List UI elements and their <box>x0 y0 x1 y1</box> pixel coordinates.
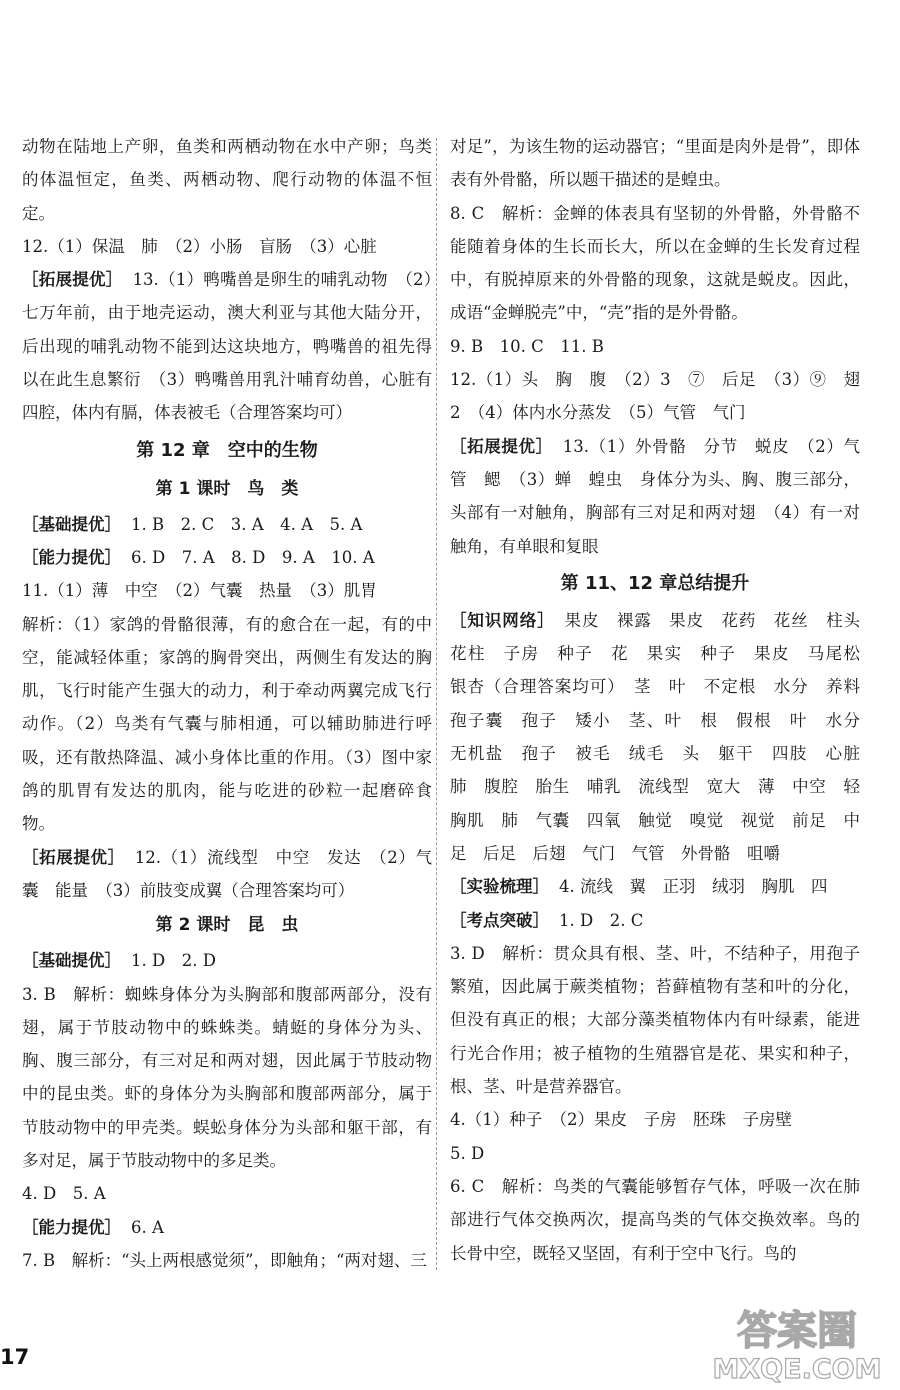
section-tag: ［基础提优］ <box>22 951 121 971</box>
section-tag: ［能力提优］ <box>22 1217 121 1237</box>
answer-para: 12.（1）保温 肺 （2）小肠 盲肠 （3）心脏 <box>22 236 377 256</box>
answer-para: ［知识网络］ 果皮 裸露 果皮 花药 花丝 柱头 花柱 子房 种子 花 果实 种子 果皮 马尾松 银杏（合理答案均可） 茎 叶 不定根 水分 养料 孢子囊 孢子 矮小 茎、叶 根 假根 叶 水分 无机盐 孢子 被毛 绒毛 头 躯干 四肢 心脏 肺 腹腔 胎生 哺乳 流线型 宽大 薄 中空 轻 胸肌 肺 气囊 四氧 触觉 嗅觉 视觉 前足 中足 后足 后翅 气门 气管 外骨骼 咀嚼 <box>450 610 877 863</box>
answer-para: ［拓展提优］ 13.（1）鸭嘴兽是卵生的哺乳动物 （2）七万年前，由于地壳运动，澳大利亚与其他大陆分开，后出现的哺乳动物不能到达这块地方，鸭嘴兽的祖先得以在此生息繁衍 （3）鸭嘴兽用乳汁哺育幼兽，心脏有四腔，体内有膈，体表被毛（合理答案均可） <box>22 270 432 423</box>
analysis-para: 6. C 解析：鸟类的气囊能够暂存气体，呼吸一次在肺部进行气体交换两次，提高鸟类的气体交换效率。鸟的长骨中空，既轻又坚固，有利于空中飞行。鸟的 <box>450 1176 860 1263</box>
lesson-heading: 第 2 课时 昆 虫 <box>155 915 299 936</box>
answer-para: 11.（1）薄 中空 （2）气囊 热量 （3）肌胃 <box>22 581 377 601</box>
answer-para: ［基础提优］ 1. D 2. D <box>22 951 216 971</box>
watermark-line2: MXQE.COM <box>712 1354 882 1385</box>
left-column <box>22 130 432 1277</box>
analysis-para: 对足”，为该生物的运动器官；“里面是肉外是骨”，即体表有外骨骼，所以题干描述的是蝗虫。 <box>450 137 860 190</box>
section-tag: ［拓展提优］ <box>22 847 125 867</box>
section-tag: ［考点突破］ <box>450 910 549 930</box>
answer-para: ［考点突破］ 1. D 2. C <box>450 910 644 930</box>
section-tag: ［知识网络］ <box>450 610 555 630</box>
answer-para: ［拓展提优］ 13.（1）外骨骼 分节 蜕皮 （2）气管 鳃 （3）蝉 蝗虫 身体分为头、胸、腹三部分，头部有一对触角，胸部有三对足和两对翅 （4）有一对触角，有单眼和复眼 <box>450 436 861 556</box>
answer-para: 4. D 5. A <box>22 1184 106 1204</box>
section-tag: ［能力提优］ <box>22 547 121 567</box>
section-tag: ［基础提优］ <box>22 514 121 534</box>
analysis-para: 3. B 解析：蜘蛛身体分为头胸部和腹部两部分，没有翅，属于节肢动物中的蛛蛛类。蜻蜓的身体分为头、胸、腹三部分，有三对足和两对翅，因此属于节肢动物中的昆虫类。虾的身体分为头胸部和腹部两部分，属于节肢动物中的甲壳类。蜈蚣身体分为头部和躯干部，有多对足，属于节肢动物中的多足类。 <box>22 984 432 1171</box>
page-number: 17 <box>0 1345 30 1369</box>
lesson-heading: 第 1 课时 鸟 类 <box>155 478 299 499</box>
analysis-para: 3. D 解析：贯众具有根、茎、叶，不结种子，用孢子繁殖，因此属于蕨类植物；苔藓植物有茎和叶的分化，但没有真正的根；大部分藻类植物体内有叶绿素，能进行光合作用；被子植物的生殖器官是花、果实和种子，根、茎、叶是营养器官。 <box>450 943 860 1097</box>
section-tag: ［拓展提优］ <box>22 270 123 290</box>
analysis-para: 解析：（1）家鸽的骨骼很薄，有的愈合在一起，有的中空，能减轻体重；家鸽的胸骨突出，两侧生有发达的胸肌，飞行时能产生强大的动力，利于牵动两翼完成飞行动作。（2）鸟类有气囊与肺相通，可以辅助肺进行呼吸，还有散热降温、减小身体比重的作用。（3）图中家鸽的肌胃有发达的肌肉，能与吃进的砂粒一起磨碎食物。 <box>22 614 432 834</box>
answer-para: ［拓展提优］ 12.（1）流线型 中空 发达 （2）气囊 能量 （3）前肢变成翼（合理答案均可） <box>22 847 433 900</box>
answer-para: 4.（1）种子 （2）果皮 子房 胚珠 子房壁 <box>450 1110 792 1130</box>
watermark-logo <box>705 1300 890 1385</box>
answer-para: ［能力提优］ 6. A <box>22 1217 164 1237</box>
analysis-para: 7. B 解析：“头上两根感觉须”，即触角；“两对翅、三 <box>22 1250 427 1270</box>
chapter-heading: 第 12 章 空中的生物 <box>136 439 318 461</box>
answer-para: ［基础提优］ 1. B 2. C 3. A 4. A 5. A <box>22 514 363 534</box>
watermark-line1: 答案圈 <box>737 1308 857 1354</box>
answer-para: 动物在陆地上产卵，鱼类和两栖动物在水中产卵；鸟类的体温恒定，鱼类、两栖动物、爬行动物的体温不恒定。 <box>22 137 432 223</box>
chapter-heading: 第 11、12 章总结提升 <box>560 572 750 594</box>
answer-para: 5. D <box>450 1143 485 1163</box>
answer-para: ［实验梳理］ 4. 流线 翼 正羽 绒羽 胸肌 四 <box>450 877 828 897</box>
answer-para: 12.（1）头 胸 腹 （2）3 ⑦ 后足 （3）⑨ 翅 2 （4）体内水分蒸发 （5）气管 气门 <box>450 370 860 423</box>
right-column <box>450 130 877 1270</box>
analysis-para: 8. C 解析：金蝉的体表具有坚韧的外骨骼，外骨骼不能随着身体的生长而长大，所以在金蝉的生长发育过程中，有脱掉原来的外骨骼的现象，这就是蜕皮。因此，成语“金蝉脱壳”中，“壳”指的是外骨骼。 <box>450 203 860 323</box>
answer-para: 9. B 10. C 11. B <box>450 336 604 356</box>
answer-para: ［能力提优］ 6. D 7. A 8. D 9. A 10. A <box>22 547 375 567</box>
section-tag: ［实验梳理］ <box>450 877 549 897</box>
section-tag: ［拓展提优］ <box>450 436 553 456</box>
